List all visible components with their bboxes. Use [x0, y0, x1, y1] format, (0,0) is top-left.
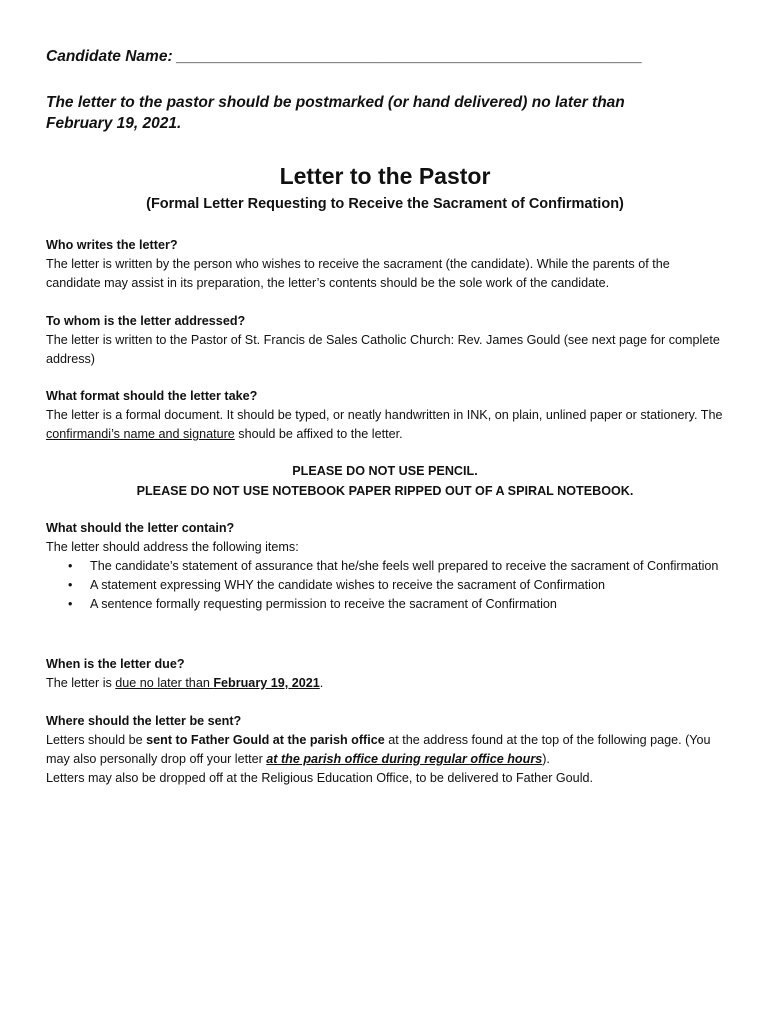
sent-answer-end: ).	[542, 752, 550, 766]
contain-items-list	[46, 557, 726, 614]
warnings-block	[0, 461, 770, 501]
format-answer-end: should be affixed to the letter.	[234, 427, 403, 441]
section-sent-answer	[46, 731, 726, 769]
sent-answer-bold: sent to Father Gould at the parish office	[146, 733, 385, 747]
section-whom-question: To whom is the letter addressed?	[46, 314, 246, 328]
section-sent-answer-line2: Letters may also be dropped off at the Religious Education Office, to be delivered to Father Gould.	[46, 771, 593, 785]
sent-answer-text: Letters should be	[46, 733, 147, 747]
page-title: Letter to the Pastor	[279, 163, 491, 189]
section-due	[46, 655, 726, 693]
sent-answer-emphasis: at the parish office during regular office hours	[266, 752, 543, 766]
list-item	[68, 576, 726, 595]
section-due-question: When is the letter due?	[46, 657, 185, 671]
section-whom-answer: The letter is written to the Pastor of St. Francis de Sales Catholic Church: Rev. James Gould (see next page for complete address)	[46, 333, 720, 366]
due-date: February 19, 2021	[213, 676, 320, 690]
sent-answer-mid: at the address found at the top of the following page. (You may also personally drop off your letter	[46, 733, 711, 766]
bullet-icon: •	[68, 578, 73, 592]
section-who-answer: The letter is written by the person who wishes to receive the sacrament (the candidate). While the parents of the candidate may assist in its preparation, the letter’s contents should be the sole work of the candidate.	[46, 257, 670, 290]
section-format-question: What format should the letter take?	[46, 389, 258, 403]
section-who	[46, 236, 726, 293]
format-answer-underlined: confirmandi’s name and signature	[46, 427, 235, 441]
list-item	[68, 557, 726, 576]
due-answer-underlined: due no later than	[115, 676, 214, 690]
section-contain-question: What should the letter contain?	[46, 521, 235, 535]
candidate-name-label: Candidate Name:	[46, 48, 177, 65]
section-contain-intro: The letter should address the following items:	[46, 540, 299, 554]
section-contain	[46, 519, 726, 614]
candidate-name-line	[46, 48, 642, 66]
section-who-question: Who writes the letter?	[46, 238, 178, 252]
section-due-answer	[46, 674, 726, 693]
page-subtitle: (Formal Letter Requesting to Receive the Sacrament of Confirmation)	[146, 196, 624, 212]
list-item	[68, 595, 726, 614]
section-format-answer	[46, 406, 726, 444]
list-item-text: A statement expressing WHY the candidate wishes to receive the sacrament of Confirmation	[90, 578, 605, 592]
bullet-icon: •	[68, 597, 73, 611]
candidate-name-blank: ______________________________________________________	[176, 48, 643, 65]
warning-pencil: PLEASE DO NOT USE PENCIL.	[292, 464, 478, 478]
list-item-text: A sentence formally requesting permission to receive the sacrament of Confirmation	[90, 597, 557, 611]
section-sent	[46, 712, 726, 788]
section-sent-question: Where should the letter be sent?	[46, 714, 242, 728]
list-item-text: The candidate’s statement of assurance that he/she feels well prepared to receive the sacrament of Confirmation	[90, 559, 719, 573]
format-answer-text: The letter is a formal document. It should be typed, or neatly handwritten in INK, on plain, unlined paper or stationery. The	[46, 408, 723, 422]
section-format	[46, 387, 726, 444]
due-answer-end: .	[319, 676, 324, 690]
bullet-icon: •	[68, 559, 73, 573]
postmark-deadline-note: The letter to the pastor should be postmarked (or hand delivered) no later than February 19, 2021.	[46, 94, 625, 132]
section-whom	[46, 312, 726, 369]
due-answer-text: The letter is	[46, 676, 116, 690]
warning-notebook-paper: PLEASE DO NOT USE NOTEBOOK PAPER RIPPED OUT OF A SPIRAL NOTEBOOK.	[136, 484, 634, 498]
